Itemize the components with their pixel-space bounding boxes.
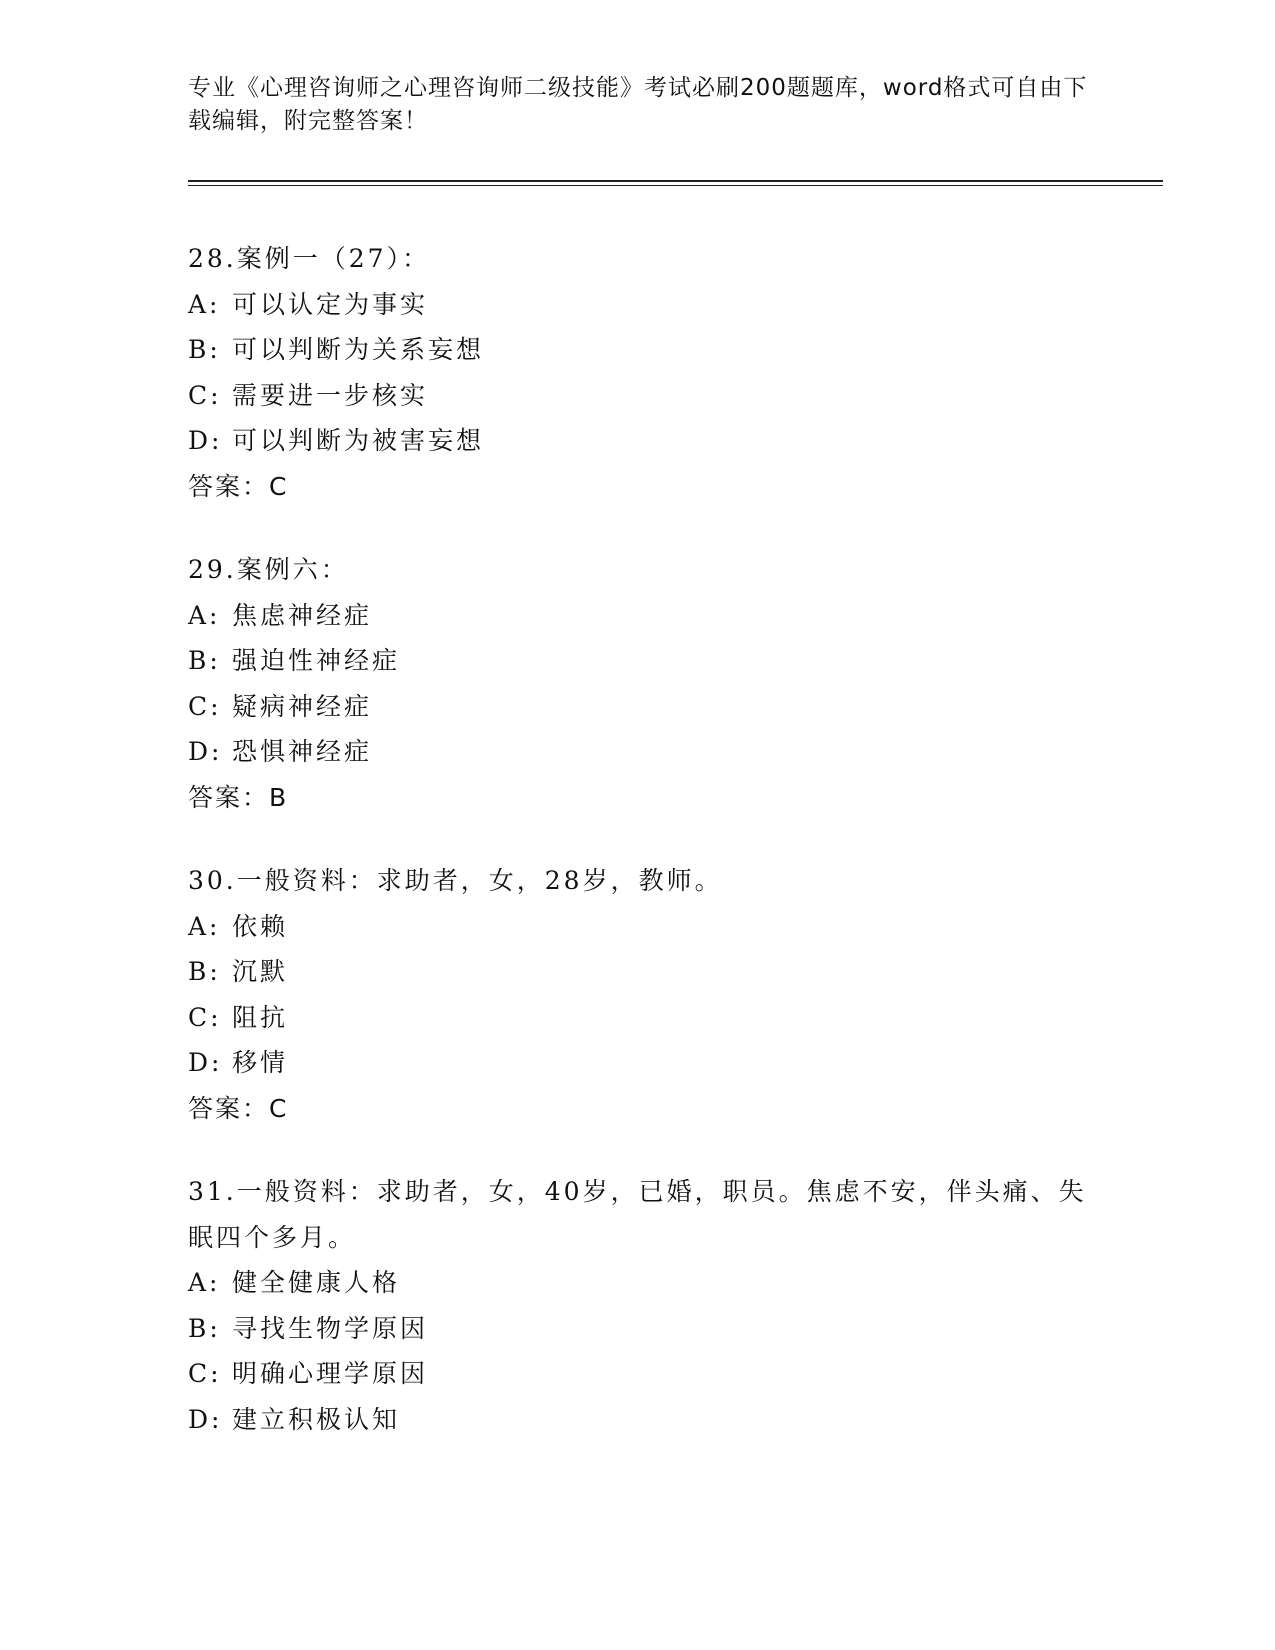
option-key: A: bbox=[188, 600, 221, 630]
option-key: D: bbox=[188, 426, 223, 455]
header-divider-bottom bbox=[188, 185, 1163, 186]
question-stem: 30.一般资料：求助者，女，28岁，教师。 bbox=[188, 866, 723, 895]
option-text: 可以认定为事实 bbox=[232, 289, 429, 319]
question-stem: 31.一般资料：求助者，女，40岁，已婚，职员。焦虑不安，伴头痛、失眠四个多月。 bbox=[188, 1177, 1087, 1252]
option-key: B: bbox=[188, 957, 221, 986]
option-d bbox=[188, 1040, 1088, 1086]
option-key: D: bbox=[188, 737, 223, 766]
option-text: 依赖 bbox=[232, 911, 289, 941]
option-text: 需要进一步核实 bbox=[232, 380, 429, 410]
option-text: 建立积极认知 bbox=[232, 1404, 401, 1434]
option-a bbox=[188, 282, 1088, 328]
option-a bbox=[188, 593, 1088, 639]
option-a bbox=[188, 904, 1088, 950]
option-text: 寻找生物学原因 bbox=[232, 1313, 429, 1343]
option-key: D: bbox=[188, 1404, 223, 1434]
option-b bbox=[188, 327, 1088, 373]
header-text: 专业《心理咨询师之心理咨询师二级技能》考试必刷200题题库，word格式可自由下载编辑，附完整答案！ bbox=[188, 75, 1088, 134]
option-c bbox=[188, 373, 1088, 419]
option-d bbox=[188, 729, 1088, 775]
option-d bbox=[188, 1397, 1088, 1443]
question-stem: 29.案例六： bbox=[188, 555, 349, 584]
option-c bbox=[188, 1351, 1088, 1397]
option-text: 阻抗 bbox=[232, 1002, 289, 1032]
document-header bbox=[188, 72, 1088, 138]
option-key: D: bbox=[188, 1048, 223, 1077]
option-key: C: bbox=[188, 1002, 222, 1032]
question-28 bbox=[188, 236, 1088, 509]
option-b bbox=[188, 638, 1088, 684]
option-text: 可以判断为关系妄想 bbox=[232, 335, 485, 364]
option-text: 健全健康人格 bbox=[232, 1268, 401, 1297]
option-text: 明确心理学原因 bbox=[232, 1359, 429, 1388]
option-key: A: bbox=[188, 289, 221, 319]
option-c bbox=[188, 684, 1088, 730]
option-text: 恐惧神经症 bbox=[232, 737, 373, 766]
option-key: C: bbox=[188, 691, 222, 721]
option-key: B: bbox=[188, 335, 221, 364]
option-text: 沉默 bbox=[232, 957, 289, 986]
option-key: B: bbox=[188, 1313, 221, 1343]
option-text: 强迫性神经症 bbox=[232, 646, 401, 675]
question-30 bbox=[188, 858, 1088, 1131]
option-key: A: bbox=[188, 911, 221, 941]
answer-line: 答案：C bbox=[188, 1093, 289, 1123]
header-divider-top bbox=[188, 180, 1163, 182]
option-text: 疑病神经症 bbox=[232, 691, 373, 721]
option-key: C: bbox=[188, 380, 222, 410]
question-list bbox=[188, 236, 1088, 1480]
answer-line: 答案：B bbox=[188, 782, 289, 812]
option-a bbox=[188, 1260, 1088, 1306]
option-text: 可以判断为被害妄想 bbox=[232, 426, 485, 455]
option-b bbox=[188, 1306, 1088, 1352]
option-text: 焦虑神经症 bbox=[232, 600, 373, 630]
question-29 bbox=[188, 547, 1088, 820]
option-b bbox=[188, 949, 1088, 995]
option-key: C: bbox=[188, 1359, 222, 1388]
question-stem: 28.案例一（27）： bbox=[188, 244, 431, 273]
answer-line: 答案：C bbox=[188, 471, 289, 501]
option-key: B: bbox=[188, 646, 221, 675]
option-text: 移情 bbox=[232, 1048, 289, 1077]
option-c bbox=[188, 995, 1088, 1041]
option-d bbox=[188, 418, 1088, 464]
option-key: A: bbox=[188, 1268, 221, 1297]
question-31 bbox=[188, 1169, 1088, 1442]
